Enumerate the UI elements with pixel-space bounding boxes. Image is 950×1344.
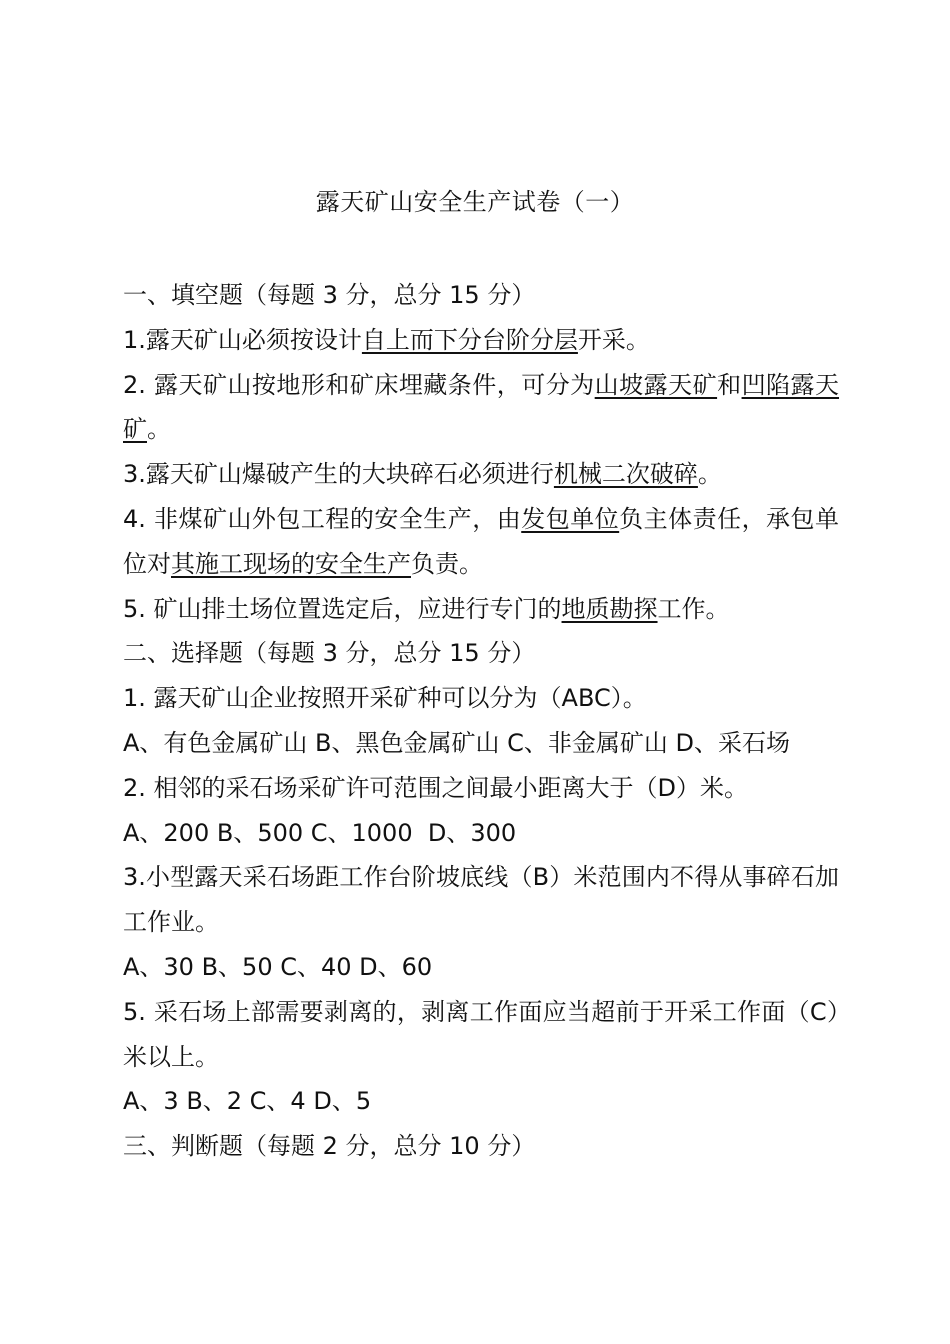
choice-question-5: 5. 采石场上部需要剥离的，剥离工作面应当超前于开采工作面（C）米以上。 xyxy=(123,997,839,1071)
question-text: 工作。 xyxy=(657,594,730,623)
question-text: 开采。 xyxy=(577,325,650,354)
fill-question-5 xyxy=(123,587,839,632)
question-text: 和 xyxy=(717,370,742,399)
question-text: 。 xyxy=(147,415,171,444)
question-text: 5. 矿山排土场位置选定后，应进行专门的 xyxy=(123,594,562,623)
answer-text: 地质勘探 xyxy=(561,594,658,623)
section-2-heading: 二、选择题（每题 3 分，总分 15 分） xyxy=(123,639,536,668)
choice-question-1: 1. 露天矿山企业按照开采矿种可以分为（ABC）。 xyxy=(123,684,647,713)
fill-question-1 xyxy=(123,318,839,363)
fill-question-2 xyxy=(123,363,839,453)
section-1-heading: 一、填空题（每题 3 分，总分 15 分） xyxy=(123,281,536,309)
document-body xyxy=(123,273,839,1169)
answer-text: 发包单位 xyxy=(521,504,620,533)
answer-text: 山坡露天矿 xyxy=(594,370,718,399)
answer-text: 凹陷露天矿 xyxy=(123,370,840,444)
choice-options-3: A、30 B、50 C、40 D、60 xyxy=(123,952,433,981)
question-text: 。 xyxy=(697,460,722,489)
section-3-heading: 三、判断题（每题 2 分，总分 10 分） xyxy=(123,1132,536,1161)
question-text: 负主体责任，承包单位对 xyxy=(123,504,840,578)
choice-question-2: 2. 相邻的采石场采矿许可范围之间最小距离大于（D）米。 xyxy=(123,773,749,802)
question-text: 1.露天矿山必须按设计 xyxy=(123,325,362,354)
choice-options-1: A、有色金属矿山 B、黑色金属矿山 C、非金属矿山 D、采石场 xyxy=(123,728,791,757)
choice-options-5: A、3 B、2 C、4 D、5 xyxy=(123,1087,372,1116)
page-title: 露天矿山安全生产试卷（一） xyxy=(315,188,635,216)
answer-text: 机械二次破碎 xyxy=(553,460,698,489)
fill-question-3 xyxy=(123,452,839,497)
question-text: 2. 露天矿山按地形和矿床埋藏条件，可分为 xyxy=(123,370,595,399)
question-text: 3.露天矿山爆破产生的大块碎石必须进行 xyxy=(123,460,554,489)
question-text: 负责。 xyxy=(411,549,483,578)
answer-text: 自上而下分台阶分层 xyxy=(361,325,578,354)
fill-question-4 xyxy=(123,497,839,587)
question-text: 4. 非煤矿山外包工程的安全生产，由 xyxy=(123,504,522,533)
choice-question-3: 3.小型露天采石场距工作台阶坡底线（B）米范围内不得从事碎石加工作业。 xyxy=(123,863,839,937)
choice-options-2: A、200 B、500 C、1000 D、300 xyxy=(123,818,517,847)
answer-text: 其施工现场的安全生产 xyxy=(171,549,411,578)
